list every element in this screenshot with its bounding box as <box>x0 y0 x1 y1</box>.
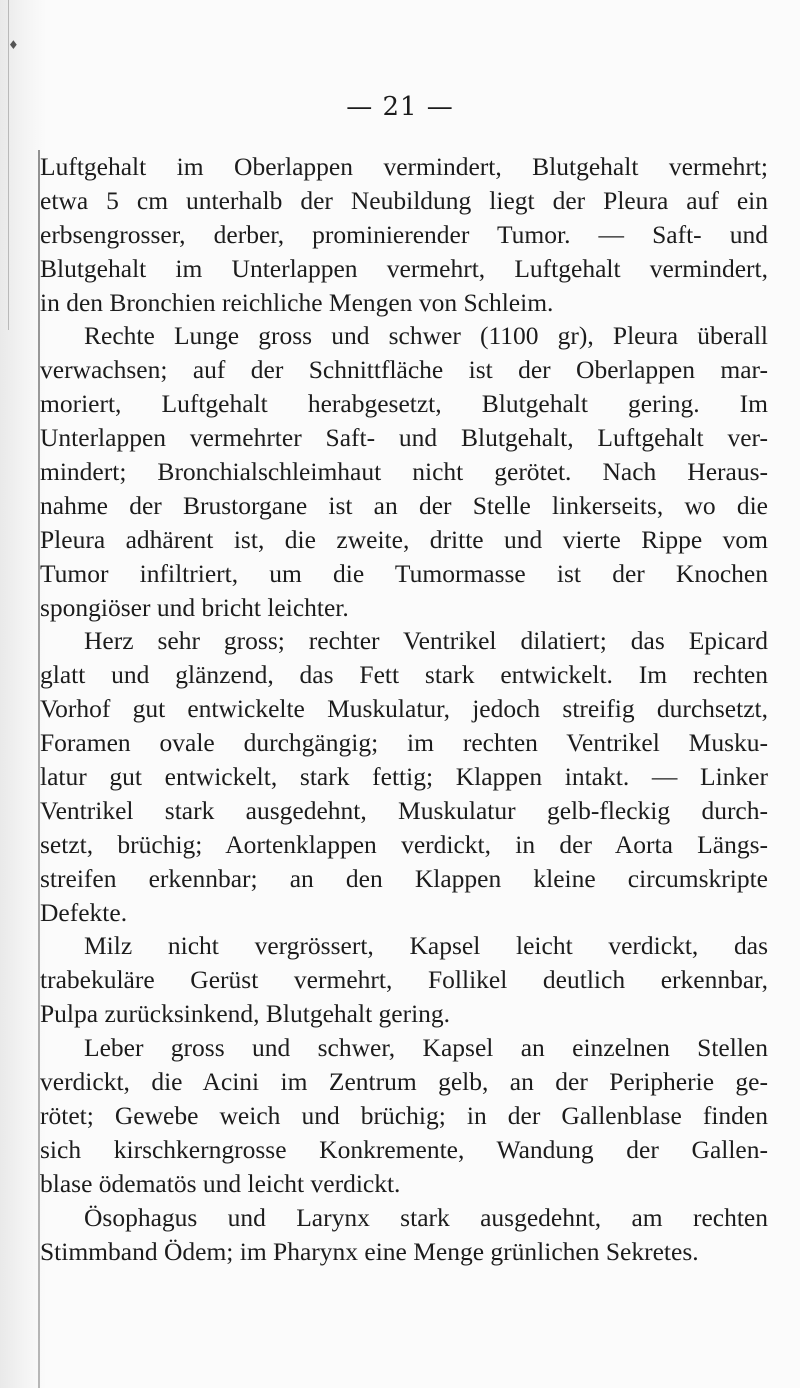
text-line: Unterlappen vermehrter Saft- und Blutgehalt, Luftgehalt ver- <box>40 423 768 453</box>
text-line: mindert; Bronchialschleimhaut nicht gerötet. Nach Heraus- <box>40 457 768 487</box>
scan-mark-icon: ♦ <box>8 38 19 52</box>
text-line: Stimmband Ödem; im Pharynx eine Menge grünlichen Sekretes. <box>40 1236 699 1266</box>
text-line: in den Bronchien reichliche Mengen von Schleim. <box>40 287 554 317</box>
text-line: Ösophagus und Larynx stark ausgedehnt, am rechten <box>84 1202 768 1232</box>
text-line: trabekuläre Gerüst vermehrt, Follikel deutlich erkennbar, <box>40 965 768 995</box>
text-line: Foramen ovale durchgängig; im rechten Ventrikel Musku- <box>40 728 768 758</box>
text-line: spongiöser und bricht leichter. <box>40 592 349 622</box>
text-line: Tumor infiltriert, um die Tumormasse ist der Knochen <box>40 558 768 588</box>
text-line: Milz nicht vergrössert, Kapsel leicht verdickt, das <box>84 931 768 961</box>
text-line: etwa 5 cm unterhalb der Neubildung liegt der Pleura auf ein <box>40 185 768 215</box>
text-line: Pulpa zurücksinkend, Blutgehalt gering. <box>40 999 451 1029</box>
text-line: Defekte. <box>40 897 128 927</box>
text-line: Herz sehr gross; rechter Ventrikel dilatiert; das Epicard <box>84 626 768 656</box>
text-line: blase ödematös und leicht verdickt. <box>40 1168 401 1198</box>
text-line: moriert, Luftgehalt herabgesetzt, Blutgehalt gering. Im <box>40 389 768 419</box>
text-line: Leber gross und schwer, Kapsel an einzelnen Stellen <box>84 1033 768 1063</box>
text-line: verwachsen; auf der Schnittfläche ist der Oberlappen mar- <box>40 355 768 385</box>
text-line: Rechte Lunge gross und schwer (1100 gr), Pleura überall <box>84 321 768 351</box>
text-line: latur gut entwickelt, stark fettig; Klappen intakt. — Linker <box>40 762 768 792</box>
body-text <box>40 150 768 1268</box>
text-line: glatt und glänzend, das Fett stark entwickelt. Im rechten <box>40 660 768 690</box>
text-line: rötet; Gewebe weich und brüchig; in der Gallenblase finden <box>40 1100 768 1130</box>
text-line: sich kirschkerngrosse Konkremente, Wandung der Gallen- <box>40 1134 768 1164</box>
text-line: Luftgehalt im Oberlappen vermindert, Blutgehalt vermehrt; <box>40 152 768 181</box>
text-line: setzt, brüchig; Aortenklappen verdickt, in der Aorta Längs- <box>40 829 768 859</box>
page-number: — 21 — <box>346 92 454 122</box>
text-line: Blutgehalt im Unterlappen vermehrt, Luftgehalt vermindert, <box>40 253 768 283</box>
text-line: Pleura adhärent ist, die zweite, dritte und vierte Rippe vom <box>40 524 768 554</box>
text-line: erbsengrosser, derber, prominierender Tumor. — Saft- und <box>40 219 768 249</box>
text-line: nahme der Brustorgane ist an der Stelle linkerseits, wo die <box>40 490 768 520</box>
text-line: verdickt, die Acini im Zentrum gelb, an der Peripherie ge- <box>40 1067 768 1097</box>
text-line: Vorhof gut entwickelte Muskulatur, jedoch streifig durchsetzt, <box>40 694 768 724</box>
text-line: streifen erkennbar; an den Klappen kleine circumskripte <box>40 863 768 893</box>
text-line: Ventrikel stark ausgedehnt, Muskulatur gelb-fleckig durch- <box>40 795 768 825</box>
